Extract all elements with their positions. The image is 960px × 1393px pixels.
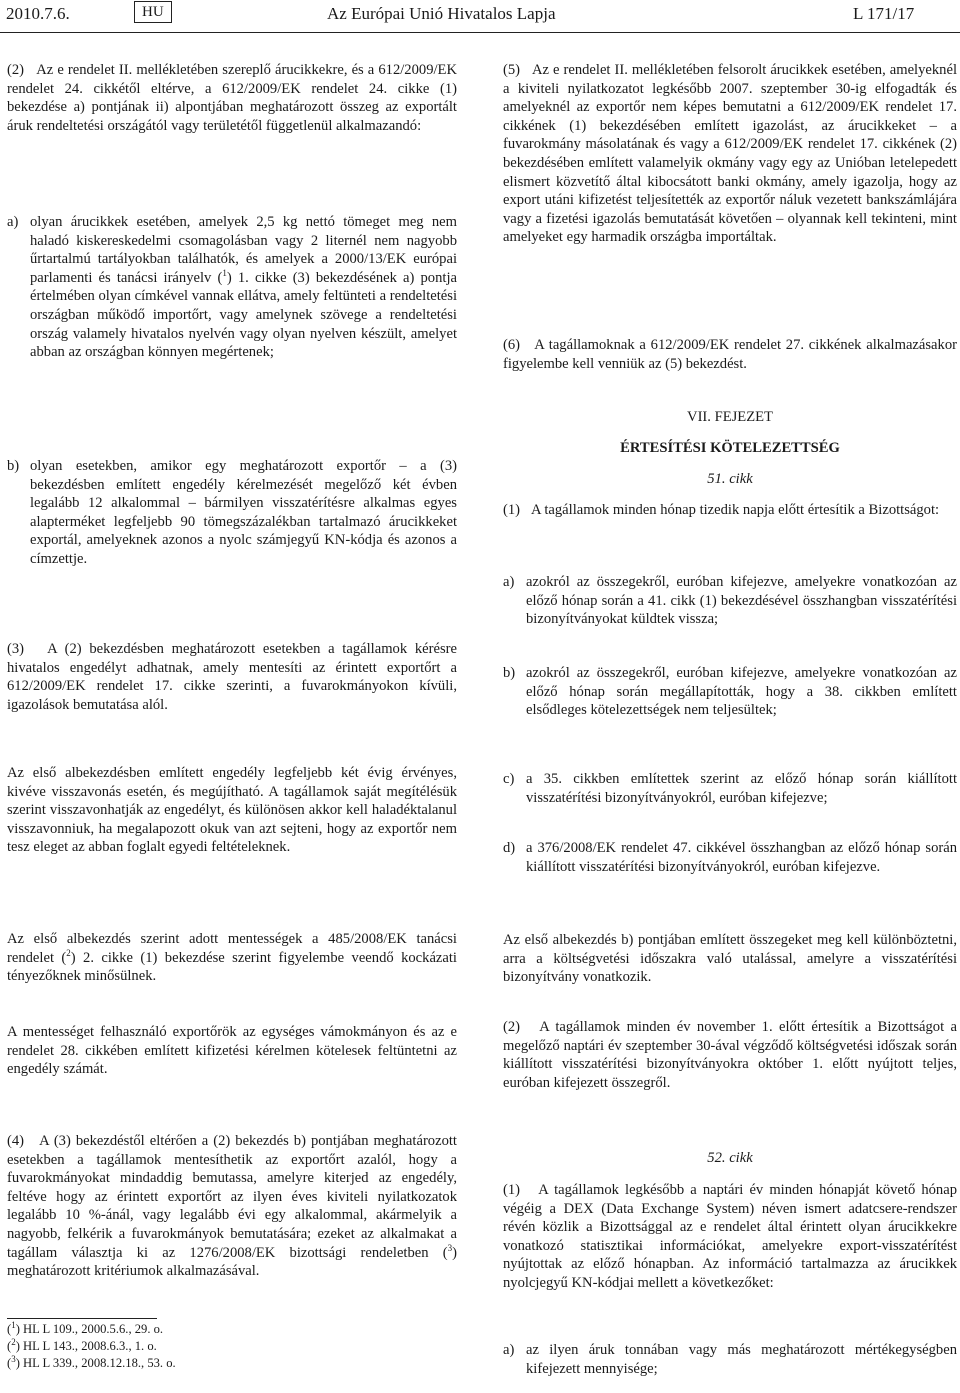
footnote-3: ($^3$) HL L 339., 2008.12.18., 53. o. xyxy=(7,1353,176,1370)
list-item-2a: a) olyan árucikkek esetében, amelyek 2,5 kg nettó tömeget meg nem haladó kiskereskedelmi csomagolásban vagy 2 liternél nem nagyobb űrtartalmú tartályokban találhatók, és amelyek a 2000/13/EK európai parlamenti és tanácsi irányelv ($^1$) 1. cikke (3) bekezdésének a) pontja értelmében olyan címkével vannak ellátva, amely feltünteti a rendeltetési országban működő importőrt, vagy amelynek szövege a rendeltetési ország valamely hivatalos nyelvén vagy olyan nyelven készült, amelyet abban az országban könnyen megértenek; xyxy=(7,214,457,361)
language-badge: HU xyxy=(134,1,172,23)
page-header xyxy=(0,0,960,34)
footnote-ref-1[interactable]: 1 xyxy=(222,267,227,278)
paragraph-3-subparagraph-2: Az első albekezdésben említett engedély legfeljebb két évig érvényes, kivéve visszavonás esetén, és megújítható. A tagállamok saját megítélésük szerint visszavonhatják az engedélyt, és különösen akkor kell haladéktalanul visszavonniuk, ha megalapozott okuk van azt sejteni, hogy az exportőr nem tesz eleget az abban foglalt egyedi feltételeknek. xyxy=(7,765,457,856)
article-51-heading: 51. cikk xyxy=(707,471,753,487)
footnote-rule xyxy=(7,1318,157,1319)
article-51-item-a: a) azokról az összegekről, euróban kifejezve, amelyekre vonatkozóan az előző hónap során a 41. cikk (1) bekezdésével összhangban visszatérítési bizonyítványokat küldtek vissza; xyxy=(503,574,957,628)
paragraph-3-subparagraph-4: A mentességet felhasználó exportőrök az egységes vámokmányon és az e rendelet 28. cikkében említett kifizetési kérelmen kötelesek feltüntetni az engedély számát. xyxy=(7,1024,457,1078)
article-52-item-a: a) az ilyen áruk tonnában vagy más meghatározott mértékegységben kifejezett mennyisége; xyxy=(503,1342,957,1377)
article-51-paragraph-1: (1) A tagállamok minden hónap tizedik napja előtt értesítik a Bizottságot: xyxy=(503,502,940,518)
paragraph-4: (4) A (3) bekezdéstől eltérően a (2) bekezdés b) pontjában meghatározott esetekben a tagállamok mentesíthetik az exportőrt azalól, hogy a fuvarokmányokat mindaddig bemutassa, amelyre kiterjed az engedély, feltéve hogy az érintett exportőrt az ilyen éves kiviteli nyilatkozatok legalább 10 %-ánál, vagy legalább évi egy alkalommal, akármelyik a nagyobb, felkérik a fuvarokmányok bemutatására; ezeket az alkalmakat a tagállam választja ki az 1276/2008/EK bizottsági rendeletben ($^3$) meghatározott kritériumok alkalmazásával. xyxy=(7,1133,457,1280)
paragraph-2: (2) Az e rendelet II. mellékletében szereplő árucikkekre, és a 612/2009/EK rendelet 24. cikkétől eltérve, a 612/2009/EK rendelet 24. cikke (1) bekezdése a) pontjának ii) alpontjában meghatározott összeg az exportált áruk rendeltetési országától vagy területétől függetlenül alkalmazandó: xyxy=(7,62,457,134)
chapter-title: ÉRTESÍTÉSI KÖTELEZETTSÉG xyxy=(620,440,840,456)
paragraph-5: (5) Az e rendelet II. mellékletében felsorolt árucikkek esetében, amelyeknél a kiviteli nyilatkozatot legkésőbb 2007. szeptember 30-ig elfogadták és amelyeknél az exportőr nem képes bemutatni a 612/2009/EK rendelet 17. cikkének (1) bekezdésében említett igazolást, az árucikkeket – a fuvarokmány másolatának és vagy a 612/2009/EK rendelet 17. cikkének (2) bekezdésében említett valamelyik okmány vagy egy az Unióban letelepedett elismert közvetítő által kibocsátott banki okmány, amely igazolja, hogy az export utáni kifizetést teljesítették az exportőr náluk vezetett bankszámlájára vagy a fizetési igazolás bemutatását követően – olyannak kell tekinteni, mint amelyeket egy harmadik országba importáltak. xyxy=(503,62,957,246)
footnote-2: ($^2$) HL L 143., 2008.6.3., 1. o. xyxy=(7,1336,157,1353)
footnote-ref-3[interactable]: 3 xyxy=(447,1242,453,1253)
article-51-item-d: d) a 376/2008/EK rendelet 47. cikkével összhangban az előző hónap során kiállított visszatérítési bizonyítványokról, euróban kifejezve. xyxy=(503,840,957,875)
article-52-paragraph-1: (1) A tagállamok legkésőbb a naptári év minden hónapját követő hónap végéig a DEX (Data Exchange System) néven ismert adatcsere-rendszer révén közlik a Bizottsággal az e rendelet által érintett olyan árucikkekre vonatkozó statisztikai információkat, amelyekre export-visszatérítést nyújtottak az előző hónapban. Az információ tartalmazza az árucikkek nyolcjegyű KN-kódjai mellett a következőket: xyxy=(503,1182,957,1291)
chapter-heading: VII. FEJEZET xyxy=(687,409,773,425)
publication-date: 2010.7.6. xyxy=(6,4,70,23)
article-51-subparagraph: Az első albekezdés b) pontjában említett összegeket meg kell különböztetni, arra a költségvetési időszakra való utalással, amelyre a visszatérítési bizonyítvány vonatkozik. xyxy=(503,932,957,986)
paragraph-6: (6) A tagállamoknak a 612/2009/EK rendelet 27. cikkének alkalmazásakor figyelembe kell venniük az (5) bekezdést. xyxy=(503,337,957,372)
paragraph-3-subparagraph-3: Az első albekezdés szerint adott mentességek a 485/2008/EK tanácsi rendelet ($^2$) 2. cikke (1) bekezdése szerint figyelembe veendő kockázati tényezőknek minősülnek. xyxy=(7,931,457,985)
footnote-ref-2[interactable]: 2 xyxy=(66,947,71,958)
article-51-item-c: c) a 35. cikkben említettek szerint az előző hónap során kiállított visszatérítési bizonyítványokról, euróban kifejezve; xyxy=(503,771,957,806)
page-reference: L 171/17 xyxy=(853,4,915,23)
article-52-heading: 52. cikk xyxy=(707,1150,753,1166)
article-51-paragraph-2: (2) A tagállamok minden év november 1. előtt értesítik a Bizottságot a megelőző naptári év szeptember 30-ával végződő költségvetési időszak során kiállított visszatérítési bizonyítványokra október 1. előtt nyújtott teljes, euróban kifejezett összegről. xyxy=(503,1019,957,1091)
paragraph-3: (3) A (2) bekezdésben meghatározott esetekben a tagállamok kérésre hivatalos engedélyt adhatnak, amely mentesíti az érintett exportőrt a 612/2009/EK rendelet 17. cikke szerinti, a fuvarokmányokon kívüli, igazolások bemutatása alól. xyxy=(7,641,457,713)
footnote-1: ($^1$) HL L 109., 2000.5.6., 29. o. xyxy=(7,1319,164,1336)
list-item-2b: b) olyan esetekben, amikor egy meghatározott exportőr – a (3) bekezdésben említett engedély kérelmezését megelőző két évben legalább 12 alkalommal – bármilyen visszatérítésre alkalmas egyes alapterméket legfeljebb 90 tömegszázalékban tartalmazó árucikkeket exportál, amelyeknek azonos a nyolc számjegyű KN-kódja és azonos a címzettje. xyxy=(7,458,457,567)
header-rule xyxy=(0,32,960,33)
journal-title: Az Európai Unió Hivatalos Lapja xyxy=(327,4,556,23)
article-51-item-b: b) azokról az összegekről, euróban kifejezve, amelyekre vonatkozóan az előző hónap során megállapították, hogy a 38. cikkben említett elsődleges kötelezettségek nem teljesültek; xyxy=(503,665,957,719)
